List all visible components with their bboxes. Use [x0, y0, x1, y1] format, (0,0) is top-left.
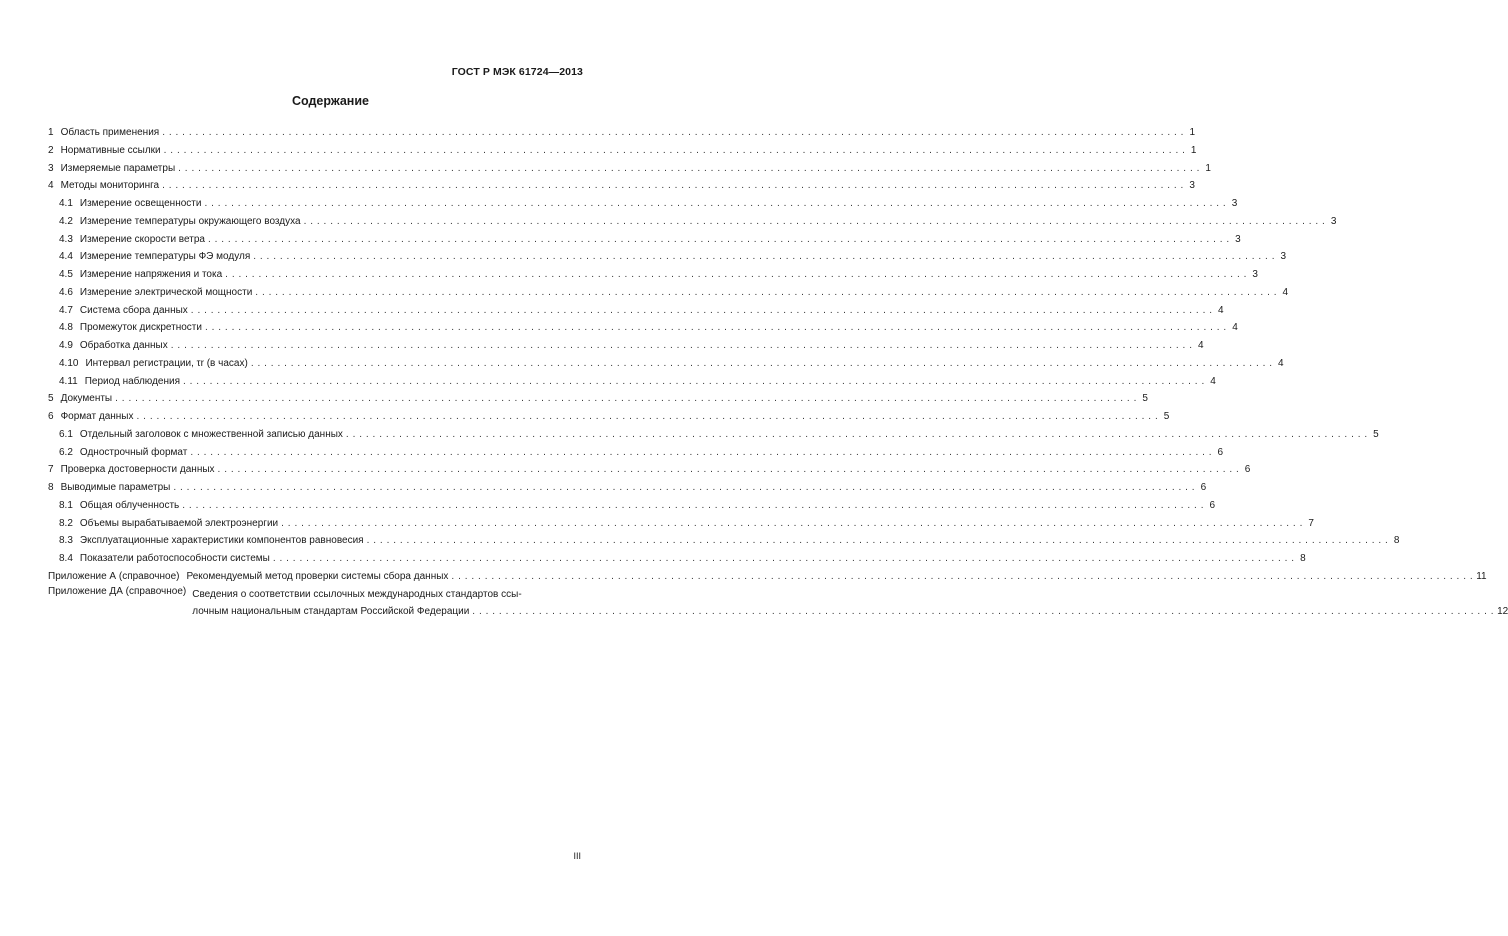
- toc-entry-title: Обработка данных: [79, 340, 168, 351]
- toc-entry-page: 4: [1278, 357, 1284, 369]
- toc-entry-page: 5: [1142, 393, 1148, 405]
- toc-entry-number: 4.11: [59, 375, 78, 387]
- dot-leader: [171, 337, 1193, 355]
- toc-entry-title: Измерение электрической мощности: [79, 286, 253, 298]
- toc-entry-title: Область применения: [60, 127, 160, 138]
- page-number: III: [573, 851, 581, 861]
- toc-entry-6-1[interactable]: [48, 426, 1379, 444]
- toc-entry-page: 4: [1282, 286, 1289, 298]
- toc-entry-page: 4: [1218, 304, 1224, 316]
- toc-entry-8-1[interactable]: [48, 497, 1216, 515]
- toc-entry-number: 4.8: [59, 322, 73, 334]
- dot-leader: [205, 319, 1227, 337]
- toc-entry-4-11[interactable]: [48, 373, 1216, 391]
- toc-entry-number: 4.1: [59, 198, 73, 209]
- dot-leader: [253, 248, 1275, 266]
- toc-entry-8-4[interactable]: [48, 550, 1306, 568]
- dot-leader: [208, 231, 1230, 249]
- toc-entry-8-3[interactable]: [48, 532, 1400, 550]
- toc-entry-page: 4: [1210, 375, 1216, 387]
- toc-entry-title: Интервал регистрации, τr (в часах): [85, 357, 248, 369]
- toc-entry-page: 1: [1189, 127, 1195, 138]
- toc-title: Содержание: [291, 94, 369, 108]
- dot-leader: [178, 160, 1200, 178]
- toc-entry-4-2[interactable]: [48, 213, 1337, 231]
- toc-entry-number: 1: [48, 127, 54, 138]
- dot-leader: [367, 532, 1389, 550]
- toc-entry-3[interactable]: [48, 160, 1211, 178]
- toc-entry-page: 1: [1190, 144, 1197, 156]
- toc-entry-title: Формат данных: [60, 411, 134, 422]
- toc-entry-number: 5: [48, 393, 54, 405]
- toc-entry-4[interactable]: [48, 177, 1195, 195]
- toc-entry-title: Промежуток дискретности: [79, 322, 202, 334]
- toc-entry-title: Показатели работоспособности системы: [79, 553, 270, 564]
- dot-leader: [182, 497, 1204, 515]
- dot-leader: [173, 479, 1195, 497]
- toc-entry-page: 3: [1330, 215, 1337, 227]
- toc-entry-number: 4.9: [59, 340, 73, 351]
- toc-entry-number: 4.10: [59, 357, 79, 369]
- appendix-title: Сведения о соответствии ссылочных международных стандартов ссы-: [192, 588, 522, 600]
- toc-entry-page: 6: [1244, 464, 1251, 476]
- toc-entry-number: 8: [48, 482, 54, 493]
- toc-entry-number: 6.2: [59, 446, 73, 458]
- toc-entry-4-10[interactable]: [48, 355, 1284, 373]
- toc-entry-page: 11: [1476, 570, 1487, 582]
- toc-entry-page: 3: [1235, 233, 1241, 245]
- dot-leader: [346, 426, 1368, 444]
- toc-entry-title: Общая облученность: [79, 499, 180, 511]
- toc-entry-title: Измерение температуры ФЭ модуля: [79, 251, 251, 263]
- toc-entry-title: Методы мониторинга: [60, 180, 160, 192]
- dot-leader: [451, 568, 1473, 586]
- appendix-title: Рекомендуемый метод проверки системы сбора данных: [186, 570, 449, 582]
- toc-entry-number: 4.6: [59, 286, 73, 298]
- toc-entry-number: 4: [48, 180, 54, 192]
- toc-entry-title: Период наблюдения: [84, 375, 180, 387]
- toc-entry-5[interactable]: [48, 390, 1148, 408]
- toc-entry-4-4[interactable]: [48, 248, 1287, 266]
- dot-leader: [162, 177, 1184, 195]
- toc-entry-number: 8.3: [59, 535, 73, 547]
- toc-entry-title: Отдельный заголовок с множественной записью данных: [79, 428, 343, 440]
- toc-entry-4-9[interactable]: [48, 337, 1204, 355]
- toc-entry-2[interactable]: [48, 142, 1197, 160]
- dot-leader: [273, 550, 1295, 568]
- toc-entry-page: 6: [1200, 482, 1207, 493]
- toc-entry-title: Измерение температуры окружающего воздуха: [79, 215, 301, 227]
- appendix-label: Приложение А (справочное): [48, 570, 180, 582]
- toc-entry-title: Система сбора данных: [79, 304, 188, 316]
- toc-entry-title: Проверка достоверности данных: [60, 464, 215, 476]
- dot-leader: [218, 461, 1240, 479]
- table-of-contents: [48, 124, 1508, 621]
- dot-leader: [255, 284, 1277, 302]
- toc-entry-title: Нормативные ссылки: [60, 144, 161, 156]
- toc-entry-4-5[interactable]: [48, 266, 1258, 284]
- dot-leader: [190, 444, 1212, 462]
- toc-entry-6-2[interactable]: [48, 444, 1224, 462]
- toc-entry-title: Однострочный формат: [79, 446, 188, 458]
- toc-entry-title: Эксплуатационные характеристики компонентов равновесия: [79, 535, 364, 547]
- toc-entry-page: 8: [1393, 535, 1400, 547]
- dot-leader: [281, 515, 1303, 533]
- toc-entry-8-2[interactable]: [48, 515, 1314, 533]
- toc-entry-page: 5: [1163, 411, 1170, 422]
- toc-entry-number: 6.1: [59, 428, 73, 440]
- toc-entry-page: 3: [1280, 251, 1287, 263]
- toc-entry-title: Измерение скорости ветра: [79, 233, 205, 245]
- appendix-title-line-2: [192, 603, 1508, 621]
- toc-entry-title: Измерение напряжения и тока: [79, 269, 223, 280]
- toc-entry-page: 7: [1308, 517, 1314, 529]
- dot-leader: [204, 195, 1226, 213]
- toc-entry-page: 4: [1232, 322, 1238, 334]
- toc-entry-number: 4.2: [59, 215, 73, 227]
- toc-entry-number: 4.3: [59, 233, 73, 245]
- appendix-title-continued: лочным национальным стандартам Российской Федерации: [192, 606, 470, 618]
- dot-leader: [137, 408, 1159, 426]
- toc-entry-page: 6: [1209, 499, 1216, 511]
- toc-entry-page: 1: [1205, 162, 1211, 174]
- dot-leader: [162, 124, 1184, 142]
- appendix-body: [192, 586, 1508, 622]
- dot-leader: [225, 266, 1247, 284]
- dot-leader: [191, 302, 1213, 320]
- dot-leader: [115, 390, 1137, 408]
- toc-entry-title: Документы: [60, 393, 113, 405]
- appendix-title-line-1: [192, 586, 1508, 604]
- dot-leader: [251, 355, 1273, 373]
- toc-entry-number: 2: [48, 144, 54, 156]
- dot-leader: [304, 213, 1326, 231]
- toc-entry-number: 8.1: [59, 499, 73, 511]
- toc-entry-number: 4.4: [59, 251, 73, 263]
- dot-leader: [183, 373, 1205, 391]
- toc-entry-number: 8.4: [59, 553, 73, 564]
- toc-entry-4-1[interactable]: [48, 195, 1238, 213]
- toc-entry-title: Измерение освещенности: [79, 198, 202, 209]
- toc-entry-page: 6: [1217, 446, 1224, 458]
- toc-entry-1[interactable]: [48, 124, 1195, 142]
- toc-entry-title: Объемы вырабатываемой электроэнергии: [79, 517, 279, 529]
- toc-entry-title: Измеряемые параметры: [60, 162, 176, 174]
- dot-leader: [164, 142, 1186, 160]
- toc-entry-4-3[interactable]: [48, 231, 1241, 249]
- toc-entry-number: 4.5: [59, 269, 73, 280]
- toc-entry-page: 3: [1189, 180, 1195, 192]
- toc-entry-page: 12: [1497, 606, 1508, 618]
- appendix-label: Приложение ДА (справочное): [48, 585, 187, 597]
- document-code: ГОСТ Р МЭК 61724—2013: [451, 66, 583, 78]
- toc-entry-number: 8.2: [59, 517, 73, 529]
- toc-entry-page: 3: [1231, 198, 1238, 209]
- toc-entry-4-7[interactable]: [48, 302, 1224, 320]
- dot-leader: [472, 603, 1494, 621]
- toc-entry-number: 3: [48, 162, 54, 174]
- toc-entry-8[interactable]: [48, 479, 1207, 497]
- toc-entry-4-6[interactable]: [48, 284, 1289, 302]
- toc-appendix-da[interactable]: [48, 585, 1508, 622]
- toc-entry-number: 7: [48, 464, 54, 476]
- toc-entry-page: 8: [1300, 553, 1306, 564]
- toc-appendix-a[interactable]: [48, 568, 1487, 586]
- toc-entry-page: 5: [1373, 428, 1379, 440]
- toc-entry-4-8[interactable]: [48, 319, 1238, 337]
- toc-entry-number: 4.7: [59, 304, 73, 316]
- toc-entry-6[interactable]: [48, 408, 1170, 426]
- toc-entry-page: 3: [1252, 269, 1258, 280]
- toc-entry-7[interactable]: [48, 461, 1251, 479]
- toc-entry-title: Выводимые параметры: [60, 482, 171, 493]
- toc-entry-page: 4: [1197, 340, 1204, 351]
- toc-entry-number: 6: [48, 411, 54, 422]
